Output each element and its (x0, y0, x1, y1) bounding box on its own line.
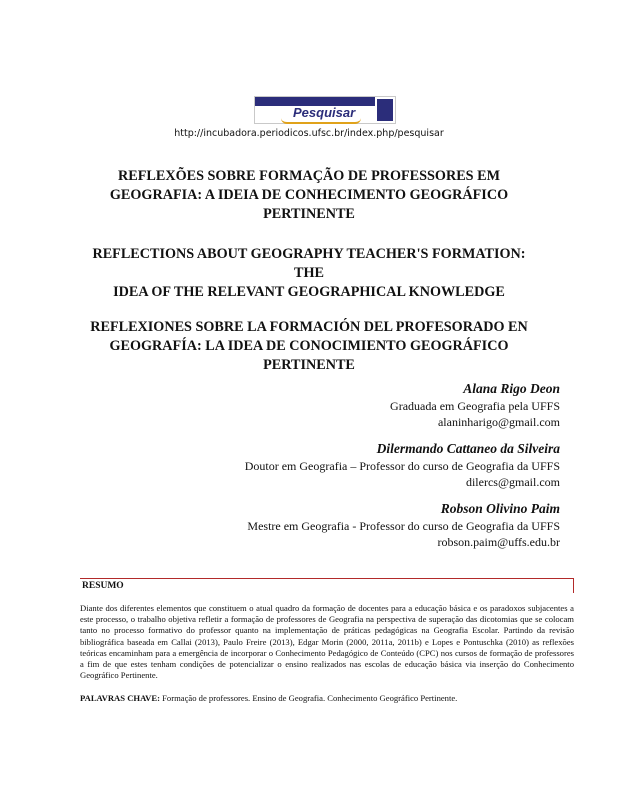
logo-swoosh (281, 118, 361, 124)
author-affiliation: Graduada em Geografia pela UFFS (390, 399, 560, 413)
title-english (90, 245, 528, 302)
title-pt-line-3: PERTINENTE (263, 206, 355, 222)
title-es-line-1: REFLEXIONES SOBRE LA FORMACIÓN DEL PROFESORADO EN (90, 319, 528, 335)
author-email[interactable]: alaninharigo@gmail.com (437, 415, 560, 429)
author-affiliation: Doutor em Geografia – Professor do curso de Geografia da UFFS (244, 459, 560, 473)
author-name: Dilermando Cattaneo da Silveira (376, 441, 560, 456)
author-block (100, 440, 560, 490)
logo-wordmark: Pesquisar (293, 105, 356, 120)
title-portuguese (90, 167, 528, 224)
title-pt-line-2: GEOGRAFIA: A IDEIA DE CONHECIMENTO GEOGRÁFICO (109, 187, 509, 203)
author-affiliation: Mestre em Geografia - Professor do curso de Geografia da UFFS (247, 519, 560, 533)
resumo-divider (80, 578, 574, 593)
title-en-line-1: REFLECTIONS ABOUT GEOGRAPHY TEACHER'S FORMATION: THE (92, 246, 526, 281)
title-es-line-3: PERTINENTE (263, 357, 355, 373)
university-crest-icon (377, 99, 393, 121)
title-spanish (90, 318, 528, 375)
title-en-line-2: IDEA OF THE RELEVANT GEOGRAPHICAL KNOWLEDGE (113, 284, 505, 300)
title-pt-line-1: REFLEXÕES SOBRE FORMAÇÃO DE PROFESSORES EM (118, 168, 500, 184)
keywords-label: PALAVRAS CHAVE: (80, 693, 160, 703)
journal-logo (254, 96, 396, 124)
author-name: Alana Rigo Deon (463, 381, 560, 396)
title-es-line-2: GEOGRAFÍA: LA IDEA DE CONOCIMIENTO GEOGRÁFICO (109, 338, 509, 354)
journal-url[interactable]: http://incubadora.periodicos.ufsc.br/index.php/pesquisar (174, 128, 444, 139)
author-block (100, 500, 560, 550)
resumo-heading: RESUMO (82, 581, 124, 591)
author-name: Robson Olivino Paim (440, 501, 560, 516)
author-list (100, 380, 560, 560)
author-email[interactable]: robson.paim@uffs.edu.br (437, 535, 560, 549)
keywords (80, 693, 574, 704)
author-block (100, 380, 560, 430)
author-email[interactable]: dilercs@gmail.com (465, 475, 560, 489)
keywords-text: Formação de professores. Ensino de Geografia. Conhecimento Geográfico Pertinente. (162, 693, 458, 703)
abstract-text: Diante dos diferentes elementos que constituem o atual quadro da formação de docentes para a educação básica e os paradoxos subjacentes a este processo, o trabalho objetiva refletir a formação de professores de Geografia na perspectiva de superação das dicotomias que se colocam tanto no processo formativo do professor quanto na implementação de práticas pedagógicas na Geografia Escolar. Partindo da revisão bibliográfica baseada em Callai (2013), Paulo Freire (2013), Edgar Morin (2000, 2011a, 2011b) e Lopes e Pontuschka (2010) as reflexões teóricas encaminham para a emergência de incorporar o Conhecimento Pedagógico de Conteúdo (CPC) nos cursos de formação de professores a fim de que estes tenham condições de potencializar o ensino realizados nas escolas de educação básica via inserção do Conhecimento Geográfico Pertinente. (80, 603, 574, 681)
